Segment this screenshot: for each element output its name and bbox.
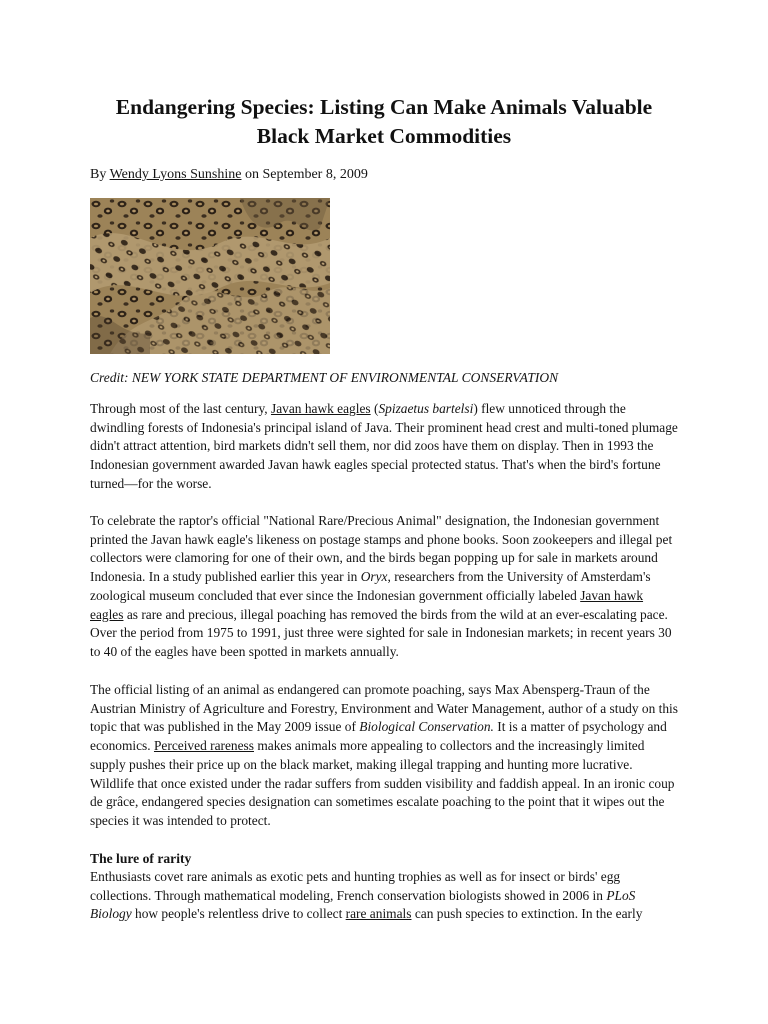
text-run: makes animals more appealing to collectors and the increasingly limited supply pushes their price up on the black market, making illegal trapping and hunting more lucrative. Wildlife that once existed under the radar suffers from sudden visibility and faddish appeal. In an ironic coup de grâce, endangered species designation can sometimes escalate poaching to the point that it wipes out the species it was intended to protect. — [90, 738, 675, 828]
rare-animals-link[interactable]: rare animals — [345, 906, 412, 922]
paragraph-1 — [90, 400, 678, 494]
perceived-rareness-link[interactable]: Perceived rareness — [153, 738, 254, 754]
byline-prefix: By — [90, 167, 110, 182]
photo-credit: Credit: NEW YORK STATE DEPARTMENT OF ENVIRONMENTAL CONSERVATION — [90, 370, 559, 385]
text-run: how people's relentless drive to collect — [131, 906, 346, 922]
journal-name: Oryx — [360, 569, 388, 585]
text-run: as rare and precious, illegal poaching has removed the birds from the wild at an ever-escalating pace. Over the period from 1975 to 1991, just three were sighted for sale in Indonesian markets; in recent years 30 to 40 of the eagles have been spotted in markets annually. — [90, 606, 672, 659]
text-run: can push species to extinction. In the early — [411, 906, 643, 922]
paragraph-3 — [90, 681, 678, 831]
text-run: , researchers from the University of Amsterdam's zoological museum concluded that ever since the Indonesian government officially labeled — [90, 569, 651, 603]
text-run: ( — [370, 401, 379, 416]
text-run: The official listing of an animal as endangered can promote poaching, says Max Abensperg-Traun of the Austrian Ministry of Agriculture and Forestry, Environment and Water Management, author of a study on this topic that was published in the May 2009 issue of — [90, 682, 678, 735]
journal-name: Biological Conservation. — [359, 719, 494, 735]
paragraph-4 — [90, 868, 678, 924]
journal-name: PLoS Biology — [90, 887, 636, 922]
leopard-skin-pattern-image — [90, 198, 330, 354]
author-link[interactable]: Wendy Lyons Sunshine — [109, 167, 242, 182]
text-run: Through most of the last century, — [90, 401, 271, 416]
article-title: Endangering Species: Listing Can Make Animals Valuable Black Market Commodities — [115, 95, 653, 148]
section-heading: The lure of rarity — [90, 851, 192, 866]
javan-hawk-eagles-link-2[interactable]: Javan hawk eagles — [90, 587, 644, 622]
byline — [90, 166, 368, 184]
text-run: ) flew unnoticed through the dwindling forests of Indonesia's principal island of Java. Their prominent head crest and multi-toned plumage didn't attract attention, bird markets didn't sell them, nor did zoos have them on display. Then in 1993 the Indonesian government awarded Javan hawk eagles special protected status. That's when the bird's fortune turned—for the worse. — [90, 401, 678, 491]
text-run: To celebrate the raptor's official "National Rare/Precious Animal" designation, the Indonesian government printed the Javan hawk eagle's likeness on postage stamps and phone books. Soon zookeepers and illegal pet collectors were clamoring for one of their own, and the birds began popping up for sale in markets around Indonesia. In a study published earlier this year in — [90, 513, 673, 585]
text-run: Enthusiasts covet rare animals as exotic pets and hunting trophies as well as for insect or birds' egg collections. Through mathematical modeling, French conservation biologists showed in 2006 in — [90, 869, 621, 903]
javan-hawk-eagles-link[interactable]: Javan hawk eagles — [270, 401, 371, 416]
paragraph-2 — [90, 512, 678, 662]
text-run: It is a matter of psychology and economics. — [90, 719, 667, 754]
scientific-name: Spizaetus bartelsi — [378, 401, 474, 416]
byline-date: on September 8, 2009 — [241, 167, 368, 182]
